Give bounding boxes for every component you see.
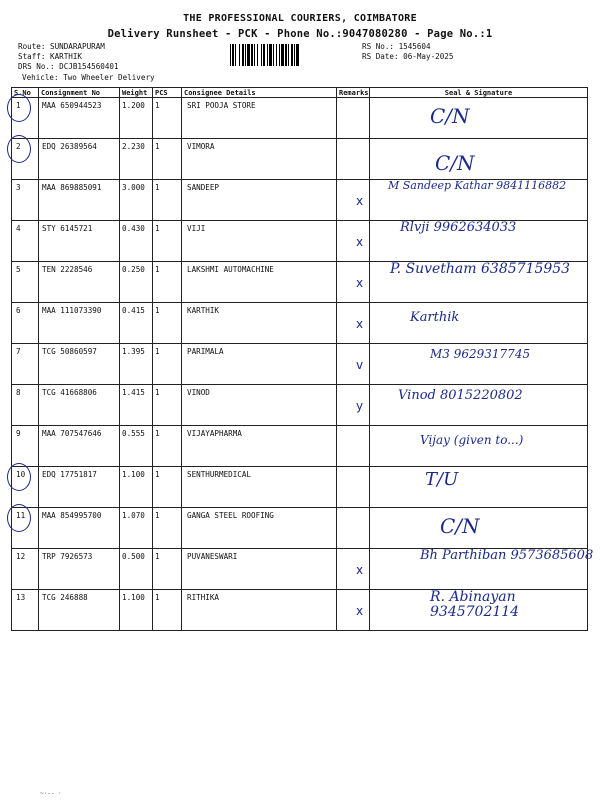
row-consignment: TEN 2228546: [39, 262, 120, 303]
table-row: [12, 467, 588, 508]
row-consignee: SRI POOJA STORE: [182, 98, 337, 139]
drs-line: DRS No.: DCJB154560401: [18, 62, 119, 72]
remark-mark: x: [356, 563, 364, 577]
row-signature: [370, 303, 588, 344]
row-consignee: SENTHURMEDICAL: [182, 467, 337, 508]
row-weight: 0.250: [120, 262, 153, 303]
handwritten-signature: Bh Parthiban 9573685608: [420, 548, 594, 563]
header-signature: Seal & Signature: [370, 88, 588, 98]
row-weight: 0.500: [120, 549, 153, 590]
remark-mark: v: [356, 358, 364, 372]
barcode: [230, 44, 340, 66]
route-line: Route: SUNDARAPURAM: [18, 42, 105, 51]
header-sno: S.No: [12, 88, 39, 98]
row-sno: 12: [12, 549, 39, 590]
remark-mark: y: [356, 399, 364, 413]
row-sno: 2: [12, 139, 39, 180]
row-signature: [370, 98, 588, 139]
header-consignee: Consignee Details: [182, 88, 337, 98]
row-consignment: MAA 869885091: [39, 180, 120, 221]
row-sno: 13: [12, 590, 39, 631]
row-pcs: 1: [153, 508, 182, 549]
row-weight: 2.230: [120, 139, 153, 180]
header-pcs: PCS: [153, 88, 182, 98]
company-title: THE PROFESSIONAL COURIERS, COIMBATORE: [183, 13, 417, 24]
row-pcs: 1: [153, 426, 182, 467]
handwritten-signature: C/N: [435, 151, 475, 175]
vehicle-line: Vehicle: Two Wheeler Delivery: [22, 72, 155, 82]
row-remarks: [337, 98, 370, 139]
handwritten-signature: R. Abinayan 9345702114: [430, 589, 520, 620]
row-consignee: SANDEEP: [182, 180, 337, 221]
row-signature: [370, 139, 588, 180]
row-sno: 6: [12, 303, 39, 344]
handwritten-signature: Karthik: [410, 310, 460, 325]
remark-mark: x: [356, 317, 364, 331]
handwritten-signature: C/N: [440, 514, 480, 538]
row-remarks: [337, 426, 370, 467]
row-remarks: [337, 221, 370, 262]
row-sno: 1: [12, 98, 39, 139]
runsheet-subtitle: Delivery Runsheet - PCK - Phone No.:9047080280 - Page No.:1: [107, 28, 493, 40]
row-sno: 10: [12, 467, 39, 508]
handwritten-signature: M Sandeep Kathar 9841116882: [388, 179, 567, 192]
handwritten-signature: Vijay (given to...): [420, 433, 524, 447]
row-weight: 0.555: [120, 426, 153, 467]
row-weight: 1.395: [120, 344, 153, 385]
row-consignment: MAA 707547646: [39, 426, 120, 467]
sno-circle-mark: [7, 94, 31, 122]
remark-mark: x: [356, 194, 364, 208]
table-row: [12, 98, 588, 139]
row-consignee: LAKSHMI AUTOMACHINE: [182, 262, 337, 303]
row-pcs: 1: [153, 180, 182, 221]
row-weight: 0.430: [120, 221, 153, 262]
row-consignee: RITHIKA: [182, 590, 337, 631]
row-sno: 8: [12, 385, 39, 426]
remark-mark: x: [356, 235, 364, 249]
row-remarks: [337, 467, 370, 508]
meta-left: [18, 42, 155, 83]
row-remarks: [337, 590, 370, 631]
row-consignment: TCG 246888: [39, 590, 120, 631]
row-sno: 3: [12, 180, 39, 221]
row-signature: [370, 467, 588, 508]
row-consignment: EDQ 17751817: [39, 467, 120, 508]
table-row: [12, 303, 588, 344]
staff-line: Staff: KARTHIK: [18, 52, 83, 62]
row-weight: 1.070: [120, 508, 153, 549]
sno-circle-mark: [7, 135, 31, 163]
handwritten-signature: M3 9629317745: [430, 347, 531, 361]
row-pcs: 1: [153, 467, 182, 508]
row-consignee: VIJAYAPHARMA: [182, 426, 337, 467]
row-consignment: STY 6145721: [39, 221, 120, 262]
remark-mark: x: [356, 604, 364, 618]
row-remarks: [337, 180, 370, 221]
row-weight: 1.100: [120, 467, 153, 508]
row-remarks: [337, 385, 370, 426]
row-remarks: [337, 262, 370, 303]
row-consignee: VIJI: [182, 221, 337, 262]
row-remarks: [337, 508, 370, 549]
remark-mark: x: [356, 276, 364, 290]
row-consignment: MAA 854995700: [39, 508, 120, 549]
sno-circle-mark: [7, 463, 31, 491]
row-weight: 0.415: [120, 303, 153, 344]
row-remarks: [337, 139, 370, 180]
row-consignee: PARIMALA: [182, 344, 337, 385]
row-consignee: GANGA STEEL ROOFING: [182, 508, 337, 549]
footer-scribble: ~·-- ·: [40, 790, 62, 797]
table-row: [12, 508, 588, 549]
handwritten-signature: T/U: [425, 469, 459, 490]
row-weight: 1.200: [120, 98, 153, 139]
handwritten-signature: C/N: [430, 104, 470, 128]
row-pcs: 1: [153, 590, 182, 631]
rs-number: RS No.: 1545604: [362, 42, 431, 51]
handwritten-signature: Vinod 8015220802: [398, 388, 523, 403]
row-consignee: VINOD: [182, 385, 337, 426]
table-row: [12, 139, 588, 180]
row-weight: 3.000: [120, 180, 153, 221]
meta-right: [362, 42, 453, 62]
row-pcs: 1: [153, 303, 182, 344]
table-header-row: [12, 88, 588, 98]
row-consignment: TRP 7926573: [39, 549, 120, 590]
row-sno: 9: [12, 426, 39, 467]
sno-circle-mark: [7, 504, 31, 532]
row-sno: 7: [12, 344, 39, 385]
handwritten-signature: Rlvji 9962634033: [400, 220, 517, 235]
header-consignment: Consignment No: [39, 88, 120, 98]
handwritten-signature: P. Suvetham 6385715953: [390, 261, 571, 277]
row-pcs: 1: [153, 139, 182, 180]
row-sno: 5: [12, 262, 39, 303]
row-pcs: 1: [153, 221, 182, 262]
header-remarks: Remarks: [337, 88, 370, 98]
row-pcs: 1: [153, 262, 182, 303]
row-weight: 1.100: [120, 590, 153, 631]
row-consignee: PUVANESWARI: [182, 549, 337, 590]
row-remarks: [337, 549, 370, 590]
row-consignment: EDQ 26389564: [39, 139, 120, 180]
row-pcs: 1: [153, 344, 182, 385]
row-consignment: MAA 650944523: [39, 98, 120, 139]
row-remarks: [337, 303, 370, 344]
row-pcs: 1: [153, 385, 182, 426]
row-consignment: MAA 111073390: [39, 303, 120, 344]
row-consignee: VIMORA: [182, 139, 337, 180]
row-weight: 1.415: [120, 385, 153, 426]
row-pcs: 1: [153, 549, 182, 590]
row-pcs: 1: [153, 98, 182, 139]
row-consignment: TCG 41668806: [39, 385, 120, 426]
row-sno: 11: [12, 508, 39, 549]
row-consignment: TCG 50860597: [39, 344, 120, 385]
row-remarks: [337, 344, 370, 385]
rs-date: RS Date: 06-May-2025: [362, 52, 454, 62]
row-sno: 4: [12, 221, 39, 262]
row-consignee: KARTHIK: [182, 303, 337, 344]
header-weight: Weight: [120, 88, 153, 98]
